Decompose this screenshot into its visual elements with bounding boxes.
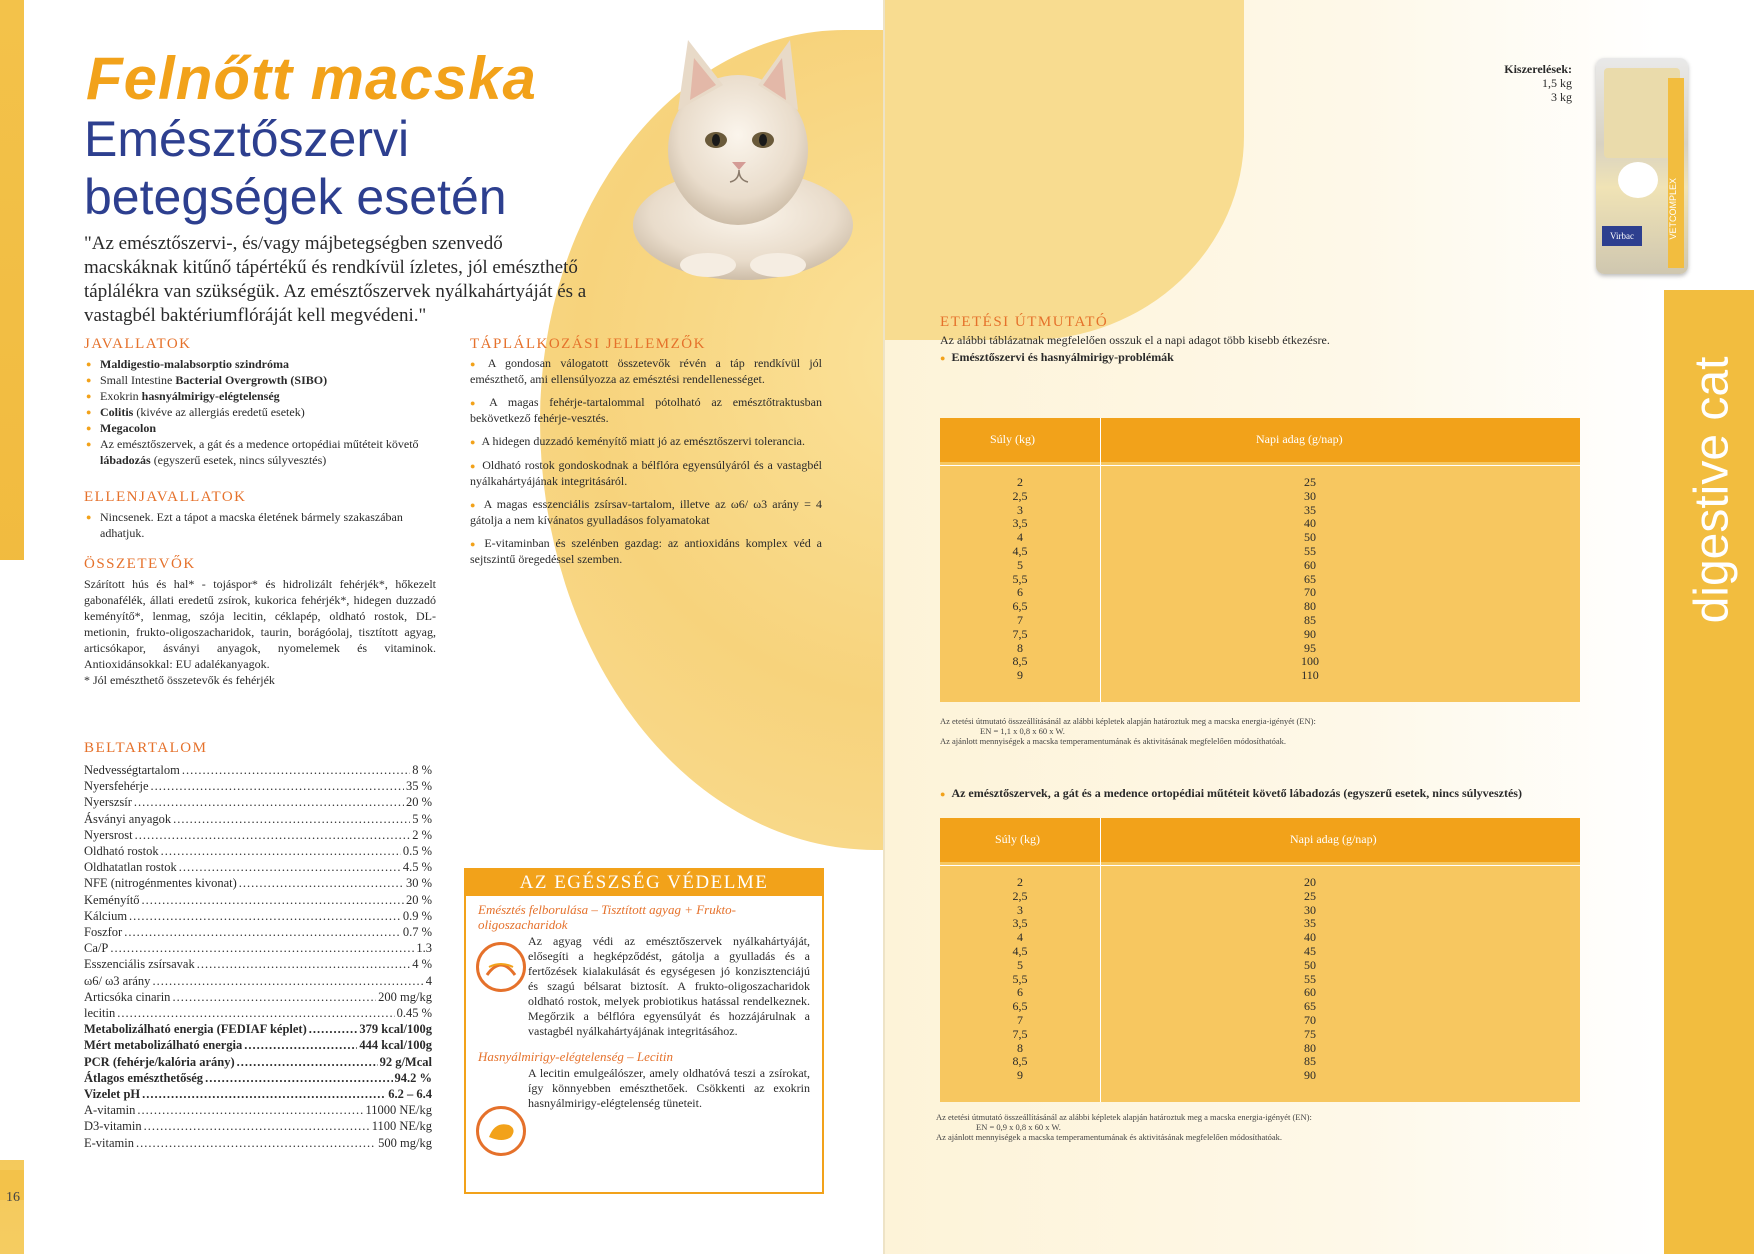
pancreas-icon	[476, 1106, 526, 1156]
analysis-row: Nyerszsír ..... 20 %	[84, 794, 432, 810]
contraindications-list	[84, 509, 429, 541]
analysis-row: ω6/ ω3 arány ..... 4	[84, 973, 432, 989]
indication-item: ● Az emésztőszervek, a gát és a medence ortopédiai műtéteit követő lábadozás (egyszerű esetek, nincs súlyvesztés)	[84, 436, 429, 468]
analysis-row: Oldhatatlan rostok ..... 4.5 %	[84, 859, 432, 875]
fold-line	[883, 0, 885, 1254]
indications-list	[84, 356, 429, 468]
packaging-size: 1,5 kg	[1542, 76, 1572, 90]
bag-cat-logo	[1618, 162, 1658, 198]
bag-side-text: VETCOMPLEX	[1668, 178, 1678, 240]
analysis-table	[84, 762, 432, 1151]
page-title: Felnőtt macska	[86, 45, 537, 112]
contraindication-text: ● Nincsenek. Ezt a tápot a macska életének bármely szakaszában adhatjuk.	[84, 509, 429, 541]
cat-photo	[618, 30, 868, 290]
intestine-icon	[476, 942, 526, 992]
analysis-row: Ca/P ..... 1.3	[84, 940, 432, 956]
ingredients-text: Szárított hús és hal* - tojáspor* és hidrolizált fehérjék*, hőkezelt gabonafélék, állati eredetű zsírok, kukorica fehérjék*, hidegen duzzadó keményítő*, lenmag, szója lecitin, céklapép, oldható rostok, DL-metionin, frukto-oligoszacharidok, taurin, borágóolaj, tisztított agyag, articsókapor, ásványi anyagok, nyomelemek és vitaminok. Antioxidánsokkal: EU adalékanyagok.	[84, 577, 436, 671]
left-edge-gap	[0, 560, 24, 1160]
table1-title: ● Emésztőszervi és hasnyálmirigy-problémák	[940, 350, 1174, 364]
analysis-row: Metabolizálható energia (FEDIAF képlet) ..... 379 kcal/100g	[84, 1021, 432, 1037]
feature-item: ● A hidegen duzzadó keményítő miatt jó az emésztőszervi tolerancia.	[470, 434, 805, 448]
bag-brand-logo: Virbac	[1602, 226, 1642, 246]
feeding-intro: Az alábbi táblázatnak megfelelően osszuk el a napi adagot több kisebb étkezésre.	[940, 333, 1330, 347]
analysis-row: NFE (nitrogénmentes kivonat) ..... 30 %	[84, 875, 432, 891]
analysis-row: E-vitamin ..... 500 mg/kg	[84, 1135, 432, 1151]
feeding-table-1	[940, 418, 1580, 702]
analysis-row: PCR (fehérje/kalória arány) ..... 92 g/Mcal	[84, 1054, 432, 1070]
side-label-text: digestive cat	[1685, 356, 1739, 624]
page-subtitle	[84, 110, 604, 226]
indication-item: ● Maldigestio-malabsorptio szindróma	[84, 356, 429, 372]
table-weights: 2 2,5 3 3,5 4 4,5 5 5,5 6 6,5 7 7,5 8 8,5 9	[1012, 875, 1028, 1083]
table-header	[940, 818, 1580, 862]
table-divider	[940, 865, 1580, 866]
table-header-weight: Súly (kg)	[990, 432, 1035, 446]
analysis-row: Articsóka cinarin ..... 200 mg/kg	[84, 989, 432, 1005]
page-number: 16	[6, 1190, 20, 1205]
analysis-row: Kálcium ..... 0.9 %	[84, 908, 432, 924]
analysis-row: D3-vitamin ..... 1100 NE/kg	[84, 1118, 432, 1134]
health-section2-title: Hasnyálmirigy-elégtelenség – Lecitin	[478, 1049, 673, 1064]
table-weights: 2 2,5 3 3,5 4 4,5 5 5,5 6 6,5 7 7,5 8 8,5 9	[1012, 475, 1028, 683]
health-section2-text: A lecitin emulgeálószer, amely oldhatóvá teszi a zsírokat, így könnyebben emészthetőek. Csökkenti az exokrin hasnyálmirigy-elégtelenség tüneteit.	[528, 1066, 810, 1110]
subtitle-line-2: betegségek esetén	[84, 169, 507, 225]
analysis-row: Átlagos emészthetőség ..... 94.2 %	[84, 1070, 432, 1086]
feeding-table-2	[940, 818, 1580, 1102]
contraindications-section	[84, 489, 429, 541]
indications-heading: JAVALLATOK	[84, 336, 192, 352]
features-heading: TÁPLÁLKOZÁSI JELLEMZŐK	[470, 336, 706, 352]
ingredients-footnote: * Jól emészthető összetevők és fehérjék	[84, 673, 275, 687]
packaging-size: 3 kg	[1551, 90, 1572, 104]
analysis-row: Vizelet pH ..... 6.2 – 6.4	[84, 1086, 432, 1102]
table2-title: ● Az emésztőszervek, a gát és a medence ortopédiai műtéteit követő lábadozás (egyszerű esetek, nincs súlyvesztés)	[940, 786, 1522, 800]
analysis-row: Mért metabolizálható energia ..... 444 kcal/100g	[84, 1037, 432, 1053]
feature-item: ● A gondosan válogatott összetevők révén a táp rendkívül jól emészthető, ami ellensúlyozza az emésztési rendellenességet.	[470, 356, 823, 386]
feature-item: ● E-vitaminban és szelénben gazdag: az antioxidáns komplex véd a sejtszintű öregedéssel szemben.	[470, 536, 822, 566]
packaging-label: Kiszerelések:	[1504, 62, 1572, 76]
health-box-title: AZ EGÉSZSÉG VÉDELME	[466, 870, 822, 896]
indication-item: ● Megacolon	[84, 420, 429, 436]
health-section1-text: Az agyag védi az emésztőszervek nyálkahártyáját, elősegíti a hegképződést, gátolja a gyulladás és a fertőzések kialakulását és egységesen jó konzisztenciájú és szagú bélsarat biztosít. A frukto-oligoszacharidok oldható rostok, melyek probiotikus hatással rendelkeznek. Megőrzik a bélflóra egyensúlyát és hozzájárulnak a vastagbél nyálkahártyájának integritásához.	[528, 934, 810, 1038]
health-section1-title: Emésztés felborulása – Tisztított agyag + Frukto-oligoszacharidok	[478, 902, 736, 932]
analysis-row: Nedvességtartalom ..... 8 %	[84, 762, 432, 778]
packaging-info	[1500, 62, 1572, 104]
analysis-row: Esszenciális zsírsavak ..... 4 %	[84, 956, 432, 972]
subtitle-line-1: Emésztőszervi	[84, 111, 410, 167]
analysis-row: A-vitamin ..... 11000 NE/kg	[84, 1102, 432, 1118]
analysis-row: lecitin ..... 0.45 %	[84, 1005, 432, 1021]
analysis-heading: BELTARTALOM	[84, 740, 208, 756]
table-header-dose: Napi adag (g/nap)	[1290, 832, 1377, 846]
side-label	[1684, 300, 1740, 680]
feeding-heading: ETETÉSI ÚTMUTATÓ	[940, 314, 1109, 330]
table-divider	[940, 465, 1580, 466]
indication-item: ● Exokrin hasnyálmirigy-elégtelenség	[84, 388, 429, 404]
ingredients-heading: ÖSSZETEVŐK	[84, 556, 196, 572]
table-header-weight: Súly (kg)	[995, 832, 1040, 846]
analysis-row: Oldható rostok ..... 0.5 %	[84, 843, 432, 859]
table-header-dose: Napi adag (g/nap)	[1256, 432, 1343, 446]
analysis-row: Foszfor ..... 0.7 %	[84, 924, 432, 940]
product-bag-image	[1596, 58, 1688, 274]
table-doses: 25 30 35 40 50 55 60 65 70 80 85 90 95 100 110	[1301, 475, 1319, 683]
contraindications-heading: ELLENJAVALLATOK	[84, 489, 247, 505]
analysis-row: Nyersfehérje ..... 35 %	[84, 778, 432, 794]
health-protection-box	[464, 868, 824, 1194]
analysis-row: Nyersrost ..... 2 %	[84, 827, 432, 843]
table2-footnote: Az etetési útmutató összeállításánál az alábbi képletek alapján határoztuk meg a macska energia-igényét (EN): EN = 0,9 x 0,8 x 60 x W. Az ajánlott mennyiségek a macska temperamentumának és aktivitásának megfelelően módosíthatóak.	[936, 1112, 1312, 1142]
table1-footnote: Az etetési útmutató összeállításánál az alábbi képletek alapján határoztuk meg a macska energia-igényét (EN): EN = 1,1 x 0,8 x 60 x W. Az ajánlott mennyiségek a macska temperamentumának és aktivitásának megfelelően módosíthatóak.	[940, 716, 1316, 746]
feature-item: ● A magas fehérje-tartalommal pótolható az emésztőtraktusban bekövetkező fehérje-vesztés.	[470, 395, 823, 425]
features-list	[470, 356, 822, 575]
analysis-row: Ásványi anyagok ..... 5 %	[84, 811, 432, 827]
table-header	[940, 418, 1580, 462]
ingredients-section	[84, 556, 436, 688]
indication-item: ● Small Intestine Bacterial Overgrowth (SIBO)	[84, 372, 429, 388]
analysis-row: Keményítő ..... 20 %	[84, 892, 432, 908]
feature-item: ● A magas esszenciális zsírsav-tartalom, illetve az ω6/ ω3 arány = 4 gátolja a nem kívánatos gyulladásos folyamatokat	[470, 497, 823, 527]
table-doses: 20 25 30 35 40 45 50 55 60 65 70 75 80 85 90	[1304, 875, 1316, 1083]
intro-quote: "Az emésztőszervi-, és/vagy májbetegségben szenvedő macskáknak kitűnő tápértékű és rendkívül ízletes, jól emészthető táplálékra van szükségük. Az emésztőszervek nyálkahártyáját és a vastagbél baktériumflóráját kell megvédeni."	[84, 233, 587, 326]
indication-item: ● Colitis (kivéve az allergiás eredetű esetek)	[84, 404, 429, 420]
indications-section	[84, 336, 429, 468]
feature-item: ● Oldható rostok gondoskodnak a bélflóra egyensúlyáról és a vastagbél nyálkahártyájának integritásáról.	[470, 458, 822, 488]
